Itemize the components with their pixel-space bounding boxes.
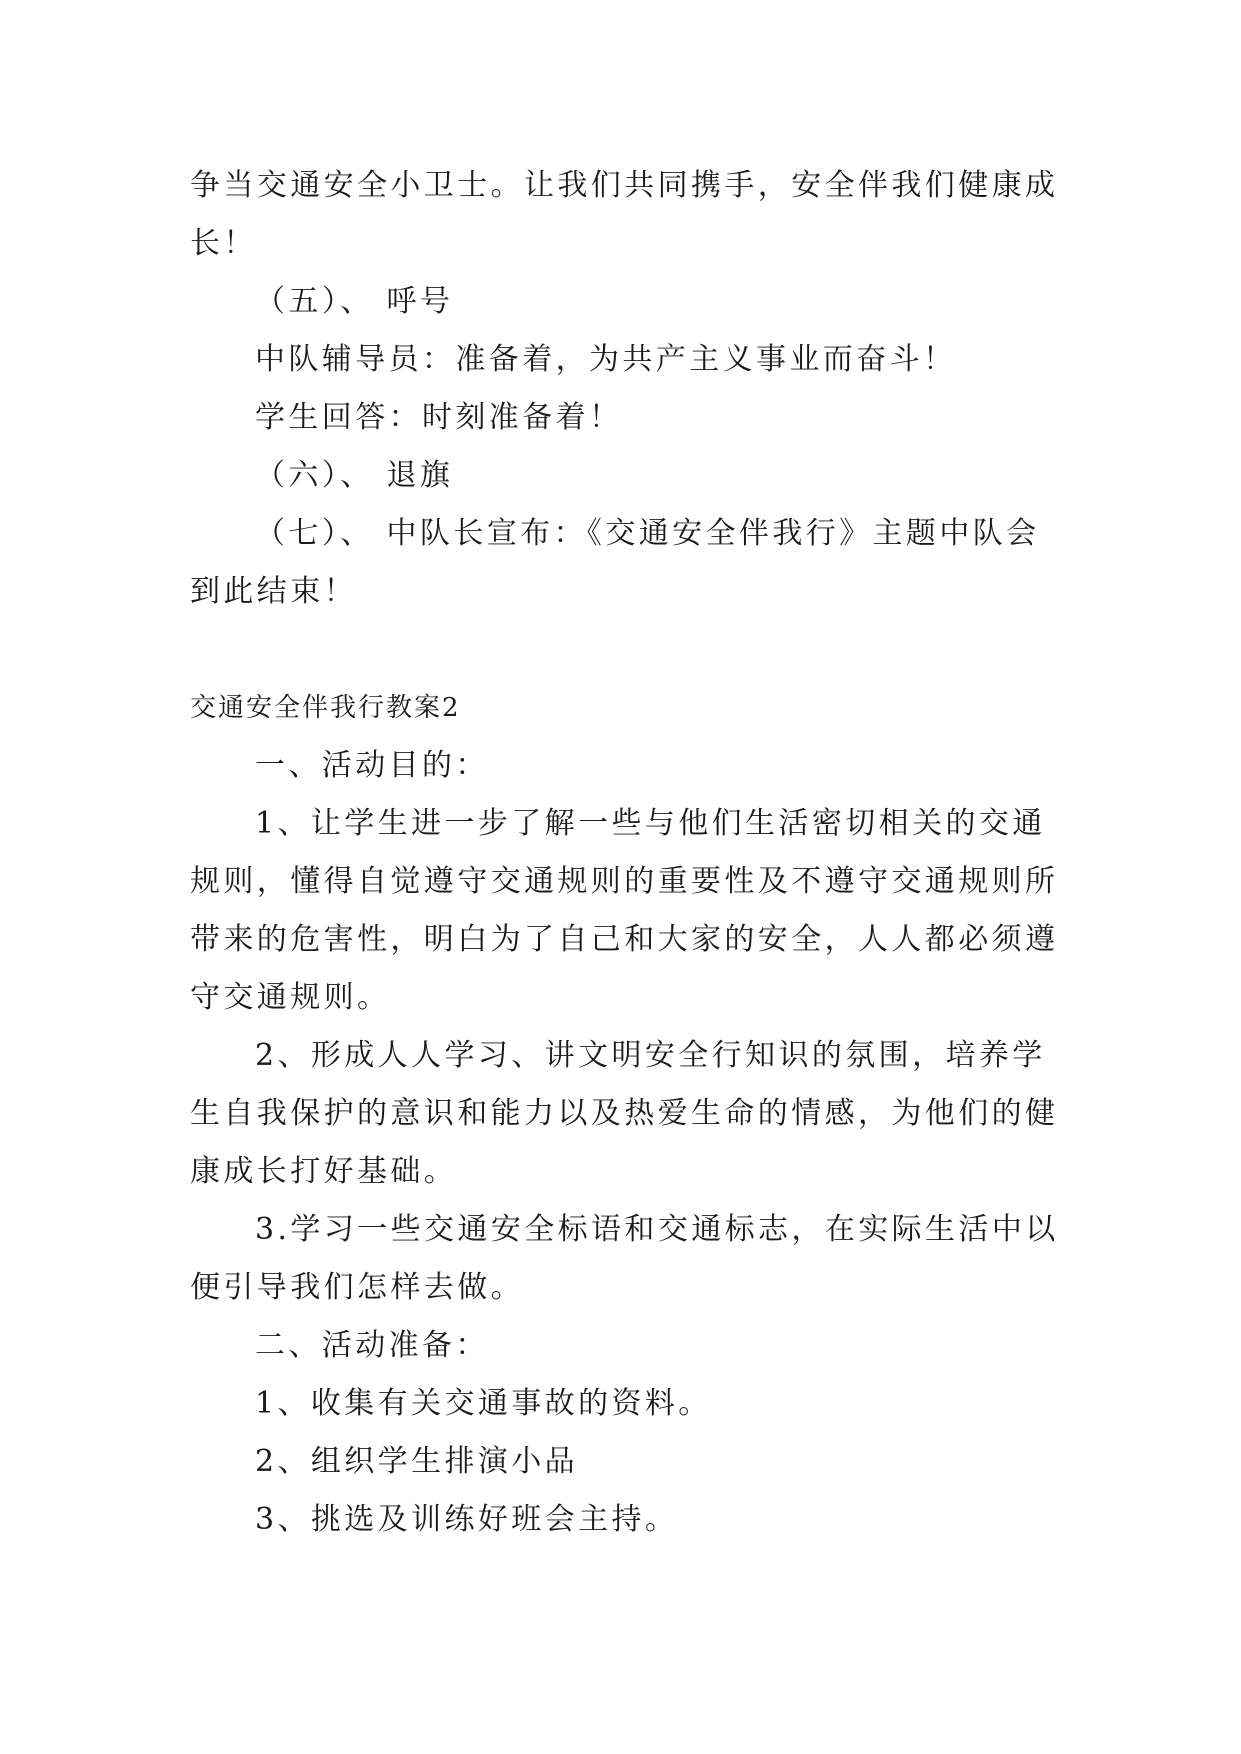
section-heading: （七）、 中队长宣布：《交通安全伴我行》主题中队会 bbox=[255, 516, 1040, 551]
paragraph-line: 学生回答：时刻准备着！ bbox=[255, 400, 623, 435]
section-heading: （五）、 呼号 bbox=[255, 284, 454, 319]
paragraph-line: 2、形成人人学习、讲文明安全行知识的氛围，培养学 bbox=[255, 1038, 1046, 1073]
paragraph-line: 中队辅导员：准备着，为共产主义事业而奋斗！ bbox=[255, 342, 957, 377]
paragraph-line: 带来的危害性，明白为了自己和大家的安全，人人都必须遵 bbox=[190, 922, 1059, 957]
paragraph-line: 生自我保护的意识和能力以及热爱生命的情感，为他们的健 bbox=[190, 1096, 1059, 1131]
paragraph-line: 守交通规则。 bbox=[190, 980, 391, 1015]
section-heading: （六）、 退旗 bbox=[255, 458, 454, 493]
list-item: 1、收集有关交通事故的资料。 bbox=[255, 1386, 712, 1421]
paragraph-line: 便引导我们怎样去做。 bbox=[190, 1270, 524, 1305]
paragraph-line: 争当交通安全小卫士。让我们共同携手，安全伴我们健康成 bbox=[190, 168, 1059, 203]
paragraph-line: 康成长打好基础。 bbox=[190, 1154, 458, 1189]
list-item: 2、组织学生排演小品 bbox=[255, 1444, 579, 1479]
paragraph-line: 1、让学生进一步了解一些与他们生活密切相关的交通 bbox=[255, 806, 1046, 841]
section-heading: 二、活动准备： bbox=[255, 1328, 489, 1363]
paragraph-line: 长！ bbox=[190, 226, 257, 261]
list-item: 3、挑选及训练好班会主持。 bbox=[255, 1502, 679, 1537]
paragraph-line: 到此结束！ bbox=[190, 574, 357, 609]
paragraph-line: 3.学习一些交通安全标语和交通标志，在实际生活中以 bbox=[255, 1212, 1059, 1247]
document-title: 交通安全伴我行教案2 bbox=[190, 693, 461, 723]
section-heading: 一、活动目的： bbox=[255, 748, 489, 783]
paragraph-line: 规则，懂得自觉遵守交通规则的重要性及不遵守交通规则所 bbox=[190, 864, 1059, 899]
